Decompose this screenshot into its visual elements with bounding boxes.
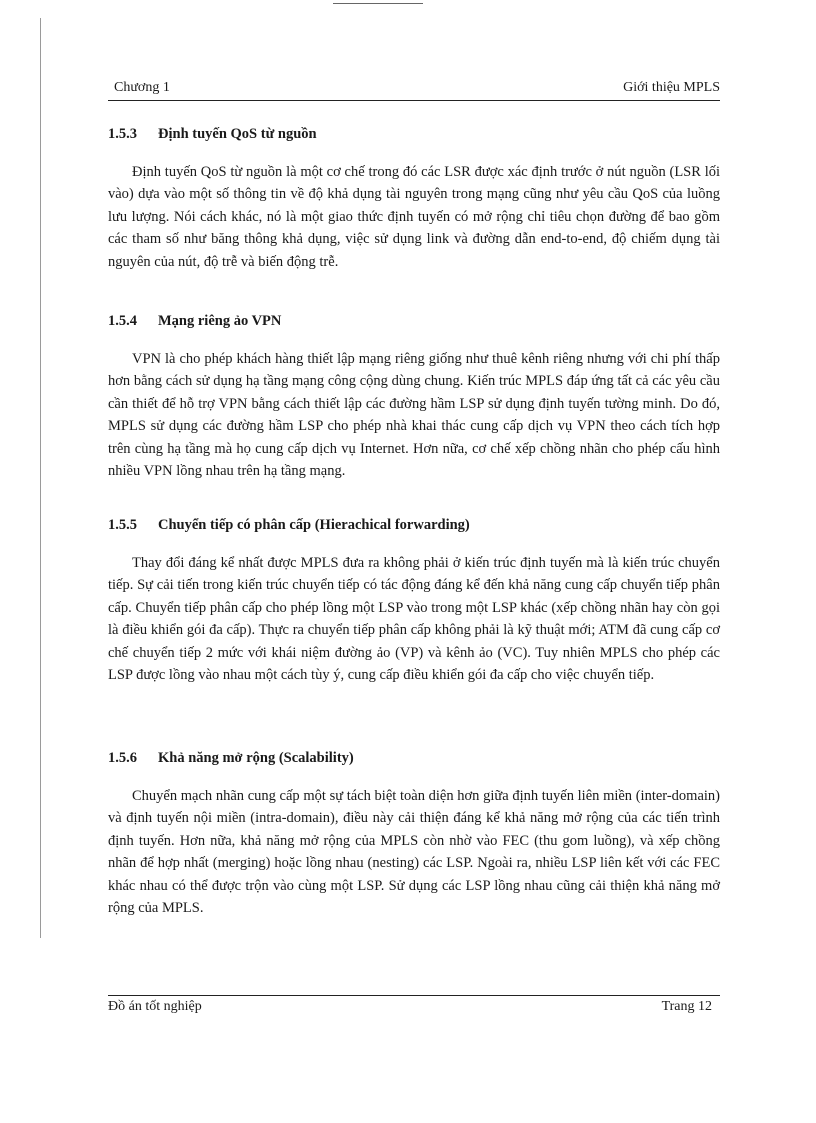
page-number: Trang 12 bbox=[661, 999, 712, 1014]
document-title: Giới thiệu MPLS bbox=[623, 80, 720, 95]
section-body: Thay đổi đáng kể nhất được MPLS đưa ra không phải ở kiến trúc định tuyến mà là kiến trúc chuyển tiếp. Sự cải tiến trong kiến trúc chuyển tiếp có tác động đáng kể đến khả năng cung cấp chuyển tiếp phân cấp. Chuyển tiếp phân cấp cho phép lồng một LSP vào trong một LSP khác (xếp chồng nhãn hay còn gọi là điều khiển gói đa cấp). Thực ra chuyển tiếp phân cấp không phải là kỹ thuật mới; ATM đã cung cấp cơ chế chuyển tiếp 2 mức với khái niệm đường ảo (VP) và kênh ảo (VC). Tuy nhiên MPLS cho phép các LSP được lồng vào nhau một cách tùy ý, cung cấp điều khiển gói đa cấp cho việc chuyển tiếp. bbox=[108, 555, 720, 684]
section-heading bbox=[108, 311, 720, 331]
section-title: Định tuyến QoS từ nguồn bbox=[158, 126, 317, 142]
footer-document-type: Đồ án tốt nghiệp bbox=[108, 999, 202, 1014]
section-body: Chuyển mạch nhãn cung cấp một sự tách biệt toàn diện hơn giữa định tuyến liên miền (inter-domain) và định tuyến nội miền (intra-domain), điều này cải thiện đáng kể khả năng mở rộng của các tiến trình định tuyến. Hơn nữa, khả năng mở rộng của MPLS còn nhờ vào FEC (thu gom luồng), và xếp chồng nhãn để hợp nhất (merging) hoặc lồng nhau (nesting) các LSP. Ngoài ra, nhiều LSP liên kết với các FEC khác nhau có thể được trộn vào cùng một LSP. Sử dụng các LSP lồng nhau cũng cải thiện khả năng mở rộng của MPLS. bbox=[108, 788, 720, 917]
page-header bbox=[108, 80, 720, 101]
section-heading bbox=[108, 515, 720, 535]
section-title: Mạng riêng ảo VPN bbox=[158, 313, 282, 329]
section-number: 1.5.3 bbox=[108, 126, 137, 142]
section-heading bbox=[108, 748, 720, 768]
section-number: 1.5.4 bbox=[108, 313, 137, 329]
section-body: Định tuyến QoS từ nguồn là một cơ chế trong đó các LSR được xác định trước ở nút nguồn (LSR lối vào) dựa vào một số thông tin về độ khả dụng tài nguyên trong mạng cũng như yêu cầu QoS của luồng lưu lượng. Nói cách khác, nó là một giao thức định tuyến có mở rộng chỉ tiêu chọn đường để bao gồm các tham số như băng thông khả dụng, việc sử dụng link và đường dẫn end-to-end, độ chiếm dụng tài nguyên của nút, độ trễ và biến động trễ. bbox=[108, 164, 720, 270]
section-title: Chuyển tiếp có phân cấp (Hierachical forwarding) bbox=[158, 517, 470, 533]
section-heading bbox=[108, 124, 720, 144]
page-footer bbox=[108, 995, 720, 1020]
section-number: 1.5.5 bbox=[108, 517, 137, 533]
section-title: Khả năng mở rộng (Scalability) bbox=[158, 750, 354, 766]
section-1-5-3 bbox=[108, 124, 720, 288]
scan-margin-line bbox=[40, 18, 41, 938]
chapter-label: Chương 1 bbox=[114, 80, 170, 95]
section-1-5-6 bbox=[108, 748, 720, 934]
section-number: 1.5.6 bbox=[108, 750, 137, 766]
scan-top-mark bbox=[333, 3, 423, 4]
section-1-5-5 bbox=[108, 515, 720, 701]
section-1-5-4 bbox=[108, 311, 720, 497]
section-body: VPN là cho phép khách hàng thiết lập mạng riêng giống như thuê kênh riêng nhưng với chi phí thấp hơn bằng cách sử dụng hạ tầng mạng công cộng dùng chung. Kiến trúc MPLS đáp ứng tất cả các yêu cầu cần thiết để hỗ trợ VPN bằng cách thiết lập các đường hầm LSP sử dụng định tuyến tường minh. Do đó, MPLS sử dụng các đường hầm LSP cho phép nhà khai thác cung cấp dịch vụ VPN theo cách tích hợp trên cùng hạ tầng mà họ cung cấp dịch vụ Internet. Hơn nữa, cơ chế xếp chồng nhãn cho phép cấu hình nhiều VPN lồng nhau trên hạ tầng mạng. bbox=[108, 351, 720, 480]
